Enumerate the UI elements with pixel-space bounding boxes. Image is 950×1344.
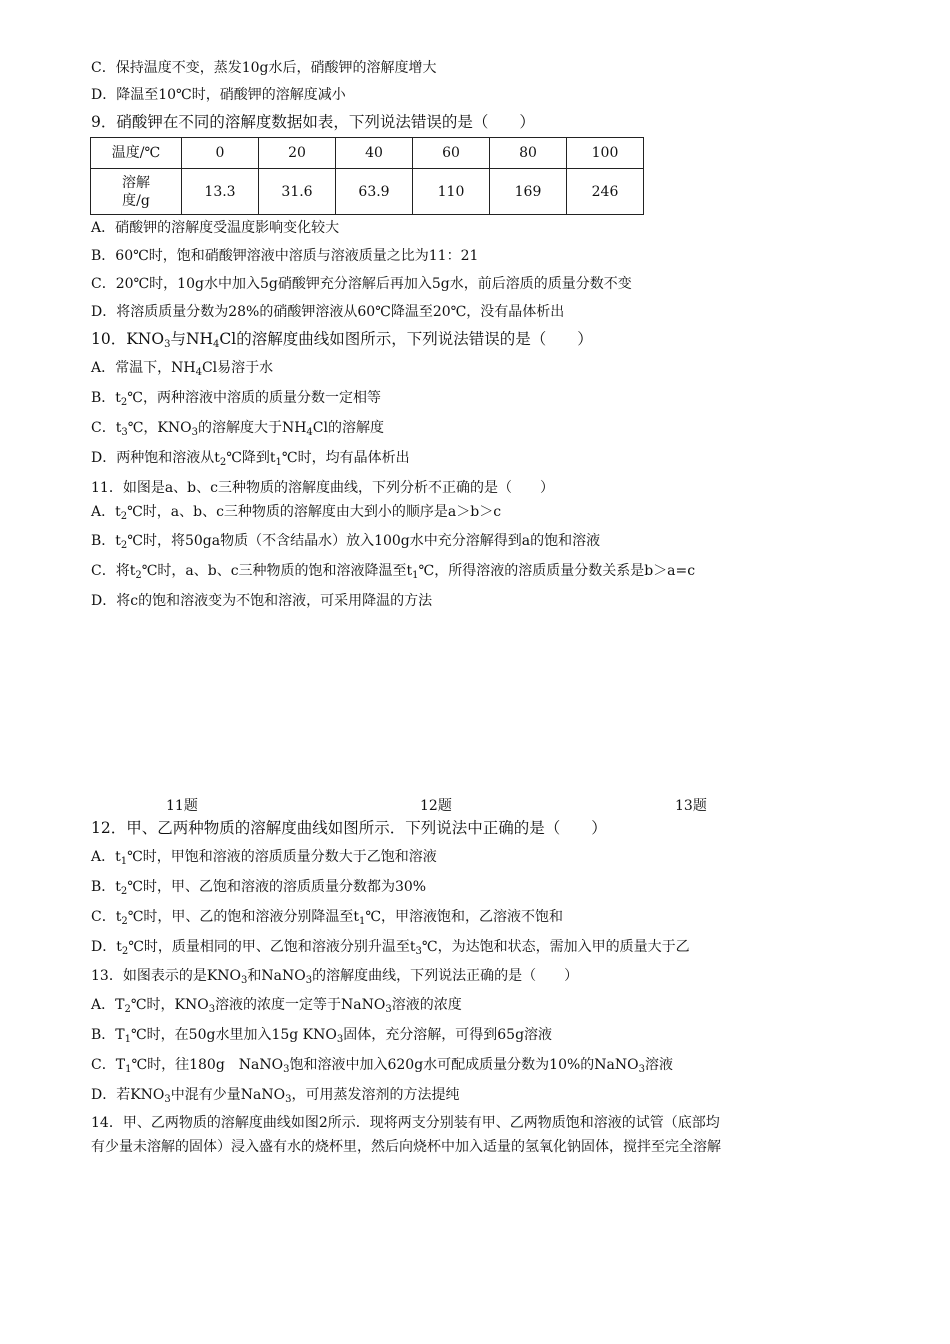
option-12c <box>91 907 563 927</box>
text: ℃时，甲、乙的饱和溶液分别降温至t <box>127 909 360 925</box>
text: A．t <box>91 849 121 865</box>
question-12-stem: 12．甲、乙两种物质的溶解度曲线如图所示．下列说法中正确的是（ ） <box>91 819 607 837</box>
subscript: 2 <box>120 397 128 408</box>
subscript: 3 <box>385 1004 392 1015</box>
table-cell: 40 <box>336 138 413 169</box>
question-9-stem: 9．硝酸钾在不同的溶解度数据如表，下列说法错误的是（ ） <box>91 113 535 131</box>
text: ℃，甲溶液饱和，乙溶液不饱和 <box>365 909 564 925</box>
subscript: 4 <box>213 339 220 350</box>
option-12b <box>91 877 426 897</box>
subscript: 1 <box>359 916 366 927</box>
option-10d <box>91 448 410 468</box>
text: ℃降到t <box>226 450 276 466</box>
text: 13．如图表示的是KNO <box>91 968 242 984</box>
table-cell: 110 <box>413 169 490 215</box>
question-11-stem: 11．如图是a、b、c三种物质的溶解度曲线，下列分析不正确的是（ ） <box>91 480 554 496</box>
subscript: 1 <box>275 457 282 468</box>
text: Cl的溶解度 <box>312 420 384 436</box>
option-10c <box>91 418 384 438</box>
question-13-stem <box>91 966 578 986</box>
header-text: 溶解 <box>122 174 150 191</box>
option-9d: D．将溶质质量分数为28%的硝酸钾溶液从60℃降温至20℃，没有晶体析出 <box>91 304 565 320</box>
table-cell: 13.3 <box>182 169 259 215</box>
text: 溶液 <box>644 1057 673 1073</box>
subscript: 3 <box>283 1064 290 1075</box>
text: Cl易溶于水 <box>201 360 274 376</box>
figure-label-13: 13题 <box>675 798 707 814</box>
text: C．t <box>91 909 122 925</box>
question-14-line-1: 14．甲、乙两物质的溶解度曲线如图2所示．现将两支分别装有甲、乙两物质饱和溶液的试管（底部均 <box>91 1115 720 1131</box>
text: ℃时，KNO <box>130 997 209 1013</box>
option-13b <box>91 1025 552 1045</box>
subscript: 3 <box>305 975 313 986</box>
subscript: 3 <box>241 975 248 986</box>
question-14-line-2: 有少量未溶解的固体）浸入盛有水的烧杯里，然后向烧杯中加入适量的氢氧化钠固体，搅拌至完全溶解 <box>91 1139 721 1155</box>
subscript: 2 <box>124 1004 131 1015</box>
subscript: 1 <box>125 1064 132 1075</box>
text: ℃时，往180g NaNO <box>131 1057 284 1073</box>
text: ℃时，质量相同的甲、乙饱和溶液分别升温至t <box>128 939 416 955</box>
subscript: 1 <box>120 856 128 867</box>
text: ℃时，甲饱和溶液的溶质质量分数大于乙饱和溶液 <box>127 849 437 865</box>
text: D．t <box>91 939 122 955</box>
text: C．将t <box>91 563 136 579</box>
subscript: 3 <box>121 427 128 438</box>
subscript: 3 <box>638 1064 645 1075</box>
text: ℃时，甲、乙饱和溶液的溶质质量分数都为30% <box>127 879 427 895</box>
table-row <box>91 138 644 169</box>
text: ℃时，a、b、c三种物质的溶解度由大到小的顺序是a＞b＞c <box>127 504 502 520</box>
option-12d <box>91 937 690 957</box>
subscript: 2 <box>219 457 227 468</box>
text: ℃，为达饱和状态，需加入甲的质量大于乙 <box>421 939 690 955</box>
subscript: 2 <box>120 540 128 551</box>
text: B．t <box>91 533 121 549</box>
subscript: 4 <box>306 427 313 438</box>
text: 10．KNO <box>91 330 165 348</box>
option-9b: B．60℃时，饱和硝酸钾溶液中溶质与溶液质量之比为11：21 <box>91 248 479 264</box>
text: ℃时，均有晶体析出 <box>281 450 410 466</box>
subscript: 1 <box>124 1034 132 1045</box>
text: 中混有少量NaNO <box>170 1087 286 1103</box>
subscript: 2 <box>120 886 128 897</box>
subscript: 1 <box>412 570 419 581</box>
figure-label-11: 11题 <box>166 798 198 814</box>
subscript: 2 <box>120 511 128 522</box>
text: ℃时，a、b、c三种物质的饱和溶液降温至t <box>141 563 413 579</box>
table-cell: 63.9 <box>336 169 413 215</box>
subscript: 2 <box>121 916 128 927</box>
table-cell: 169 <box>490 169 567 215</box>
text: 与NH <box>170 330 214 348</box>
text: B．T <box>91 1027 125 1043</box>
text: 的溶解度曲线，下列说法正确的是（ ） <box>312 968 579 984</box>
option-11c <box>91 561 695 581</box>
option-11d: D．将c的饱和溶液变为不饱和溶液，可采用降温的方法 <box>91 593 433 609</box>
text: 饱和溶液中加入620g水可配成质量分数为10%的NaNO <box>289 1057 639 1073</box>
text: D．两种饱和溶液从t <box>91 450 220 466</box>
table-cell: 0 <box>182 138 259 169</box>
option-13a <box>91 995 462 1015</box>
text: 固体，充分溶解，可得到65g溶液 <box>343 1027 553 1043</box>
text: ℃，KNO <box>127 420 192 436</box>
solubility-table <box>90 137 644 215</box>
table-row <box>91 169 644 215</box>
subscript: 3 <box>415 946 422 957</box>
option-9c: C．20℃时，10g水中加入5g硝酸钾充分溶解后再加入5g水，前后溶质的质量分数不变 <box>91 276 632 292</box>
text: B．t <box>91 390 121 406</box>
figure-label-12: 12题 <box>420 798 452 814</box>
subscript: 3 <box>285 1094 292 1105</box>
subscript: 3 <box>208 1004 216 1015</box>
table-header-solubility <box>91 169 182 215</box>
subscript: 3 <box>336 1034 344 1045</box>
table-cell: 60 <box>413 138 490 169</box>
subscript: 2 <box>121 946 129 957</box>
text: 和NaNO <box>247 968 306 984</box>
option-11b <box>91 531 600 551</box>
text: ℃时，将50ga物质（不含结晶水）放入100g水中充分溶解得到a的饱和溶液 <box>127 533 601 549</box>
text: ℃时，在50g水里加入15g KNO <box>131 1027 337 1043</box>
option-10b <box>91 388 381 408</box>
text: D．若KNO <box>91 1087 165 1103</box>
subscript: 3 <box>164 339 171 350</box>
table-cell: 100 <box>567 138 644 169</box>
subscript: 3 <box>164 1094 171 1105</box>
option-11a <box>91 502 501 522</box>
text: A．t <box>91 504 121 520</box>
text: ，可用蒸发溶剂的方法提纯 <box>291 1087 460 1103</box>
text: A．T <box>91 997 125 1013</box>
text: Cl的溶解度曲线如图所示，下列说法错误的是（ ） <box>219 330 593 348</box>
text: 的溶解度大于NH <box>197 420 307 436</box>
question-10-stem <box>91 329 593 349</box>
text: 溶液的浓度 <box>391 997 462 1013</box>
option-8d: D．降温至10℃时，硝酸钾的溶解度减小 <box>91 87 346 103</box>
option-13c <box>91 1055 673 1075</box>
table-cell: 246 <box>567 169 644 215</box>
option-10a <box>91 358 273 378</box>
table-cell: 20 <box>259 138 336 169</box>
subscript: 3 <box>191 427 198 438</box>
text: 溶液的浓度一定等于NaNO <box>215 997 386 1013</box>
text: ℃，两种溶液中溶质的质量分数一定相等 <box>127 390 381 406</box>
subscript: 4 <box>195 367 202 378</box>
option-8c: C．保持温度不变，蒸发10g水后，硝酸钾的溶解度增大 <box>91 60 437 76</box>
option-12a <box>91 847 437 867</box>
table-cell: 31.6 <box>259 169 336 215</box>
text: C．T <box>91 1057 126 1073</box>
text: B．t <box>91 879 121 895</box>
text: C．t <box>91 420 122 436</box>
option-9a: A．硝酸钾的溶解度受温度影响变化较大 <box>91 220 340 236</box>
header-text: 度/g <box>122 192 150 209</box>
text: A．常温下，NH <box>91 360 196 376</box>
option-13d <box>91 1085 460 1105</box>
subscript: 2 <box>135 570 142 581</box>
text: ℃，所得溶液的溶质质量分数关系是b＞a=c <box>418 563 696 579</box>
table-cell: 80 <box>490 138 567 169</box>
table-header-temperature: 温度/℃ <box>91 138 182 169</box>
